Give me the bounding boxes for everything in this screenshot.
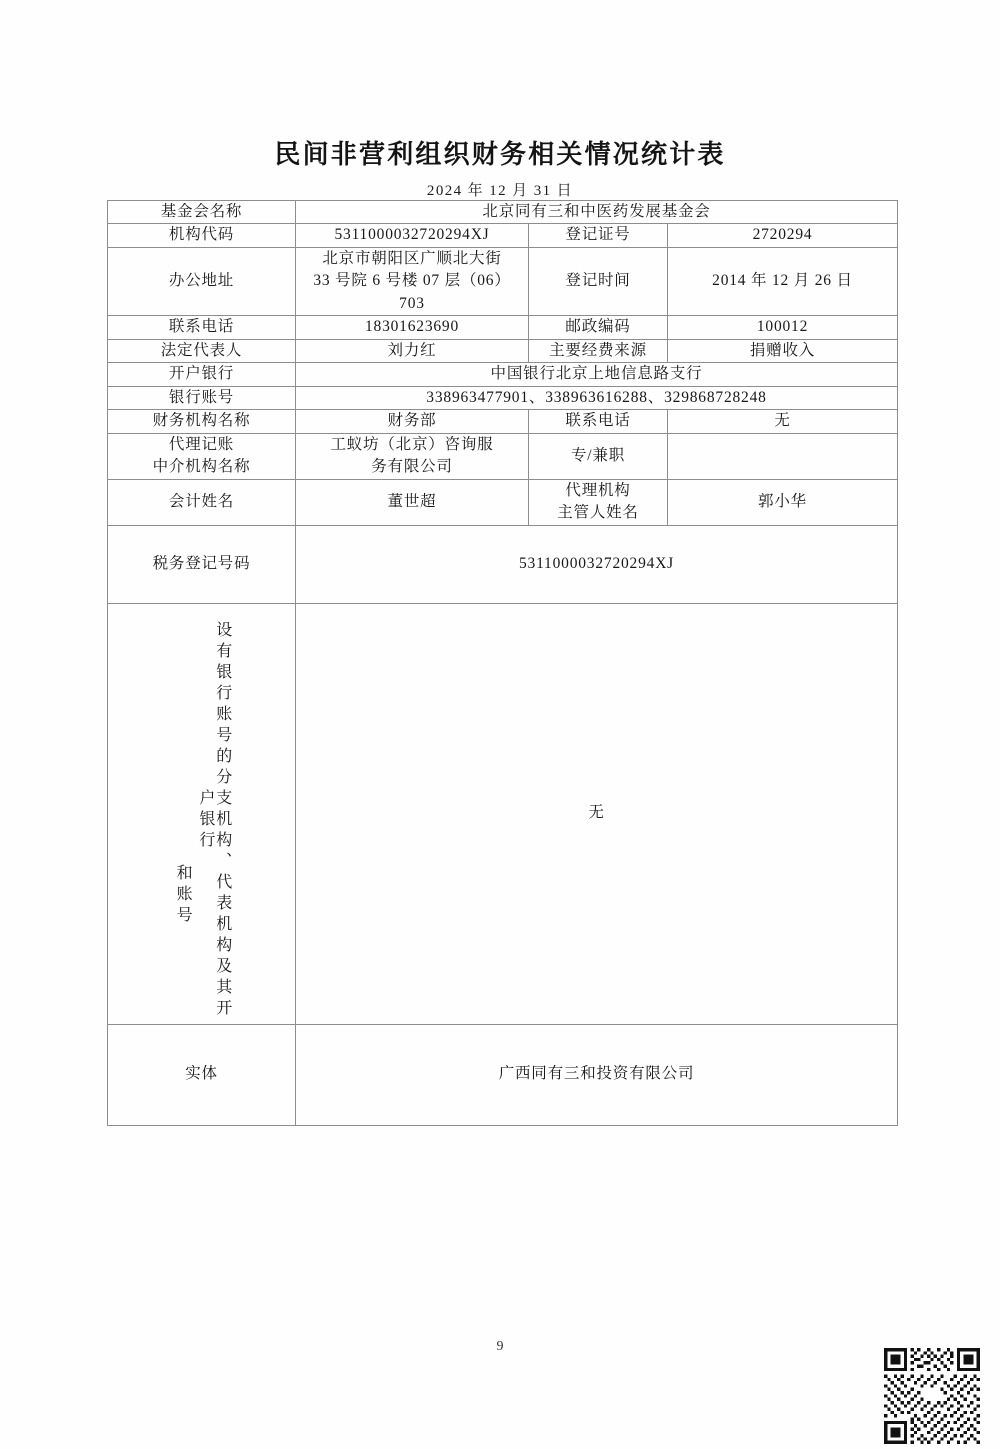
vertical-label-group <box>108 604 295 1024</box>
row-label-postal-code: 邮政编码 <box>529 316 668 339</box>
row-label-office-address: 办公地址 <box>108 247 296 315</box>
qr-code-svg <box>884 1348 980 1444</box>
row-value-branches-and-accounts: 无 <box>296 603 898 1024</box>
address-line-2: 33 号院 6 号楼 07 层（06） <box>313 272 511 290</box>
row-value-bank-accounts: 338963477901、338963616288、329868728248 <box>296 386 898 409</box>
qr-code-verification-icon <box>884 1348 980 1444</box>
table-row <box>108 479 898 525</box>
row-value-finance-phone: 无 <box>668 410 898 433</box>
row-value-employment-type <box>668 433 898 479</box>
row-label-accountant-name: 会计姓名 <box>108 479 296 525</box>
row-value-reg-date: 2014 年 12 月 26 日 <box>668 247 898 315</box>
row-value-legal-representative: 刘力红 <box>296 339 529 362</box>
row-label-branches-and-accounts <box>108 603 296 1024</box>
vertical-label-second: 和账号 <box>174 864 192 928</box>
row-label-contact-phone: 联系电话 <box>108 316 296 339</box>
row-label-reg-cert-no: 登记证号 <box>529 224 668 247</box>
row-label-employment-type: 专/兼职 <box>529 433 668 479</box>
row-label-finance-dept: 财务机构名称 <box>108 410 296 433</box>
agency-value-line-1: 工蚁坊（北京）咨询服 <box>330 435 494 453</box>
row-label-bank-name: 开户银行 <box>108 363 296 386</box>
row-value-reg-cert-no: 2720294 <box>668 224 898 247</box>
row-label-entity: 实体 <box>108 1024 296 1125</box>
row-label-agency-supervisor <box>529 479 668 525</box>
table-row <box>108 316 898 339</box>
table-row <box>108 363 898 386</box>
page-title: 民间非营利组织财务相关情况统计表 <box>274 140 726 169</box>
row-value-postal-code: 100012 <box>668 316 898 339</box>
row-value-office-address <box>296 247 529 315</box>
supervisor-label-line-1: 代理机构 <box>565 481 631 499</box>
table-row <box>108 224 898 247</box>
row-value-contact-phone: 18301623690 <box>296 316 529 339</box>
table-row <box>108 433 898 479</box>
financial-info-table <box>107 200 898 1126</box>
vertical-label-main: 设有银行账号的分支机构、代表机构及其开户银行 <box>196 621 231 1021</box>
agency-label-line-1: 代理记账 <box>168 435 235 453</box>
table-row <box>108 1024 898 1125</box>
table-row <box>108 247 898 315</box>
row-label-legal-representative: 法定代表人 <box>108 339 296 362</box>
table-row <box>108 339 898 362</box>
row-label-tax-registration-no: 税务登记号码 <box>108 525 296 603</box>
table-row <box>108 410 898 433</box>
table-row <box>108 386 898 409</box>
page-number: 9 <box>496 1339 504 1354</box>
address-line-3: 703 <box>399 294 425 312</box>
row-label-bank-accounts: 银行账号 <box>108 386 296 409</box>
row-value-finance-dept: 财务部 <box>296 410 529 433</box>
row-value-bookkeeping-agency <box>296 433 529 479</box>
agency-label-line-2: 中介机构名称 <box>152 458 251 476</box>
address-line-1: 北京市朝阳区广顺北大街 <box>322 249 502 267</box>
table-row <box>108 525 898 603</box>
row-value-foundation-name: 北京同有三和中医药发展基金会 <box>296 201 898 224</box>
report-date: 2024 年 12 月 31 日 <box>426 183 574 200</box>
row-label-finance-phone: 联系电话 <box>529 410 668 433</box>
row-value-org-code: 5311000032720294XJ <box>296 224 529 247</box>
table-row <box>108 603 898 1024</box>
row-label-org-code: 机构代码 <box>108 224 296 247</box>
row-value-accountant-name: 董世超 <box>296 479 529 525</box>
row-label-funding-source: 主要经费来源 <box>529 339 668 362</box>
row-value-funding-source: 捐赠收入 <box>668 339 898 362</box>
table-row <box>108 201 898 224</box>
row-value-tax-registration-no: 5311000032720294XJ <box>296 525 898 603</box>
row-label-reg-date: 登记时间 <box>529 247 668 315</box>
row-value-bank-name: 中国银行北京上地信息路支行 <box>296 363 898 386</box>
title-block <box>0 139 1000 200</box>
row-label-bookkeeping-agency <box>108 433 296 479</box>
agency-value-line-2: 务有限公司 <box>371 458 453 476</box>
supervisor-label-line-2: 主管人姓名 <box>557 504 639 522</box>
form-table-wrapper <box>107 200 897 1126</box>
row-value-agency-supervisor: 郭小华 <box>668 479 898 525</box>
row-label-foundation-name: 基金会名称 <box>108 201 296 224</box>
row-value-entity: 广西同有三和投资有限公司 <box>296 1024 898 1125</box>
